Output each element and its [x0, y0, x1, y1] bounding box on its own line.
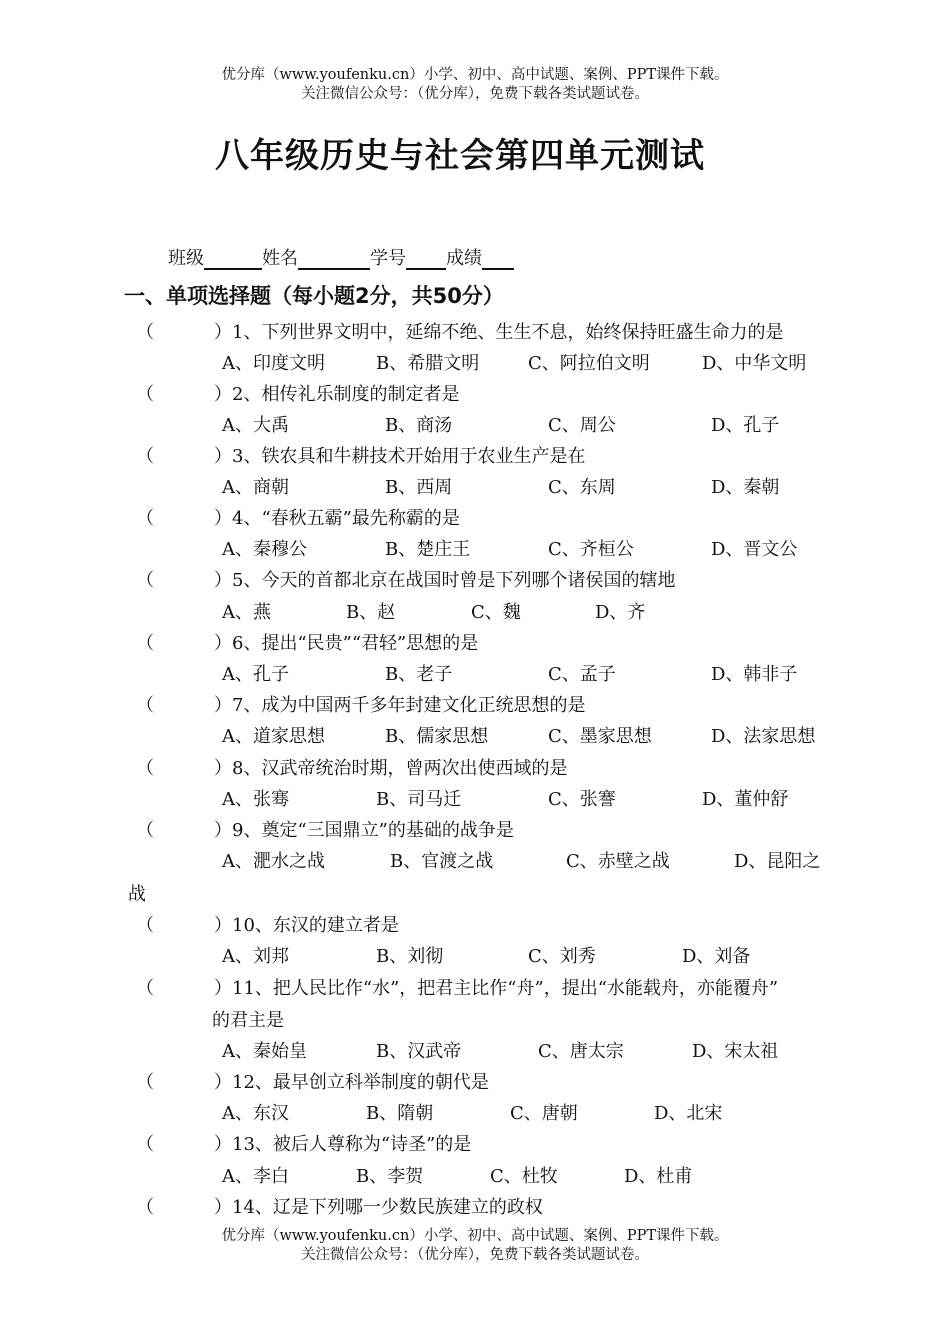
question-stem: ）11、把人民比作“水”，把君主比作“舟”，提出“水能载舟，亦能覆舟” [214, 978, 779, 999]
answer-paren: （ [136, 322, 154, 343]
option: C、齐桓公 [548, 539, 634, 560]
answer-paren: （ [136, 978, 154, 999]
option: D、韩非子 [711, 664, 798, 685]
option: A、道家思想 [222, 726, 325, 747]
student-info [168, 244, 514, 270]
class-blank [204, 248, 262, 270]
option: A、东汉 [222, 1103, 289, 1124]
question-stem: ）7、成为中国两千多年封建文化正统思想的是 [214, 695, 586, 716]
question-stem: ）3、铁农具和牛耕技术开始用于农业生产是在 [214, 446, 586, 467]
option: C、孟子 [548, 664, 616, 685]
answer-paren: （ [136, 915, 154, 936]
question-stem-continued: 的君主是 [212, 1010, 284, 1031]
option: B、希腊文明 [376, 353, 480, 374]
name-blank [298, 248, 370, 270]
option: B、刘彻 [376, 946, 444, 967]
option: C、刘秀 [528, 946, 596, 967]
option: D、宋太祖 [692, 1041, 779, 1062]
wrapped-text: 战 [128, 884, 146, 905]
header-line-1: 优分库（www.youfenku.cn）小学、初中、高中试题、案例、PPT课件下载。 [221, 67, 729, 83]
question-stem: ）8、汉武帝统治时期，曾两次出使西域的是 [214, 758, 568, 779]
option: D、秦朝 [711, 477, 780, 498]
option: B、官渡之战 [390, 851, 494, 872]
page-footer [0, 1227, 950, 1265]
number-label: 学号 [370, 248, 406, 269]
option: B、李贺 [356, 1166, 424, 1187]
option: B、隋朝 [366, 1103, 434, 1124]
option: C、唐朝 [510, 1103, 578, 1124]
option: B、儒家思想 [385, 726, 489, 747]
option: C、唐太宗 [538, 1041, 624, 1062]
page-title: 八年级历史与社会第四单元测试 [215, 136, 705, 176]
option: A、孔子 [222, 664, 289, 685]
question-stem: ）5、今天的首都北京在战国时曾是下列哪个诸侯国的辖地 [214, 570, 676, 591]
number-blank [406, 248, 446, 270]
page-header [0, 66, 950, 104]
answer-paren: （ [136, 633, 154, 654]
answer-paren: （ [136, 820, 154, 841]
option: B、商汤 [385, 415, 453, 436]
name-label: 姓名 [262, 248, 298, 269]
option: C、东周 [548, 477, 616, 498]
option: D、刘备 [682, 946, 751, 967]
answer-paren: （ [136, 570, 154, 591]
option: D、北宋 [654, 1103, 723, 1124]
option: D、中华文明 [702, 353, 807, 374]
answer-paren: （ [136, 508, 154, 529]
option: B、汉武帝 [376, 1041, 462, 1062]
question-stem: ）1、下列世界文明中，延绵不绝、生生不息，始终保持旺盛生命力的是 [214, 322, 784, 343]
answer-paren: （ [136, 384, 154, 405]
question-stem: ）2、相传礼乐制度的制定者是 [214, 384, 460, 405]
question-stem: ）12、最早创立科举制度的朝代是 [214, 1072, 489, 1093]
answer-paren: （ [136, 1197, 154, 1218]
score-blank [482, 248, 514, 270]
answer-paren: （ [136, 1134, 154, 1155]
question-stem: ）10、东汉的建立者是 [214, 915, 399, 936]
header-line-2: 关注微信公众号：（优分库），免费下载各类试题试卷。 [301, 86, 649, 102]
question-stem: ）13、被后人尊称为“诗圣”的是 [214, 1134, 472, 1155]
option: D、昆阳之 [734, 851, 821, 872]
option: C、周公 [548, 415, 616, 436]
option: B、楚庄王 [385, 539, 471, 560]
option: B、赵 [346, 602, 396, 623]
option: C、墨家思想 [548, 726, 652, 747]
option: A、燕 [222, 602, 271, 623]
option: C、魏 [471, 602, 521, 623]
answer-paren: （ [136, 695, 154, 716]
option: D、孔子 [711, 415, 780, 436]
option: A、刘邦 [222, 946, 289, 967]
section-heading: 一、单项选择题（每小题2分，共50分） [124, 284, 504, 308]
option: D、齐 [595, 602, 646, 623]
answer-paren: （ [136, 758, 154, 779]
option: A、张骞 [222, 789, 289, 810]
option: B、西周 [385, 477, 453, 498]
option: C、赤壁之战 [566, 851, 670, 872]
footer-line-1: 优分库（www.youfenku.cn）小学、初中、高中试题、案例、PPT课件下载。 [221, 1228, 729, 1244]
question-stem: ）14、辽是下列哪一少数民族建立的政权 [214, 1197, 543, 1218]
option: A、商朝 [222, 477, 289, 498]
option: A、印度文明 [222, 353, 325, 374]
score-label: 成绩 [446, 248, 482, 269]
option: A、淝水之战 [222, 851, 325, 872]
option: C、张謇 [548, 789, 616, 810]
option: D、杜甫 [624, 1166, 693, 1187]
option: D、晋文公 [711, 539, 798, 560]
option: A、秦穆公 [222, 539, 307, 560]
option: C、阿拉伯文明 [528, 353, 650, 374]
option: A、秦始皇 [222, 1041, 307, 1062]
question-stem: ）6、提出“民贵”“君轻”思想的是 [214, 633, 479, 654]
answer-paren: （ [136, 1072, 154, 1093]
option: C、杜牧 [490, 1166, 558, 1187]
question-stem: ）9、奠定“三国鼎立”的基础的战争是 [214, 820, 514, 841]
footer-line-2: 关注微信公众号：（优分库），免费下载各类试题试卷。 [301, 1247, 649, 1263]
option: D、董仲舒 [702, 789, 789, 810]
option: B、司马迁 [376, 789, 462, 810]
question-stem: ）4、“春秋五霸”最先称霸的是 [214, 508, 460, 529]
answer-paren: （ [136, 446, 154, 467]
option: A、李白 [222, 1166, 289, 1187]
option: D、法家思想 [711, 726, 816, 747]
option: B、老子 [385, 664, 453, 685]
option: A、大禹 [222, 415, 289, 436]
class-label: 班级 [168, 248, 204, 269]
